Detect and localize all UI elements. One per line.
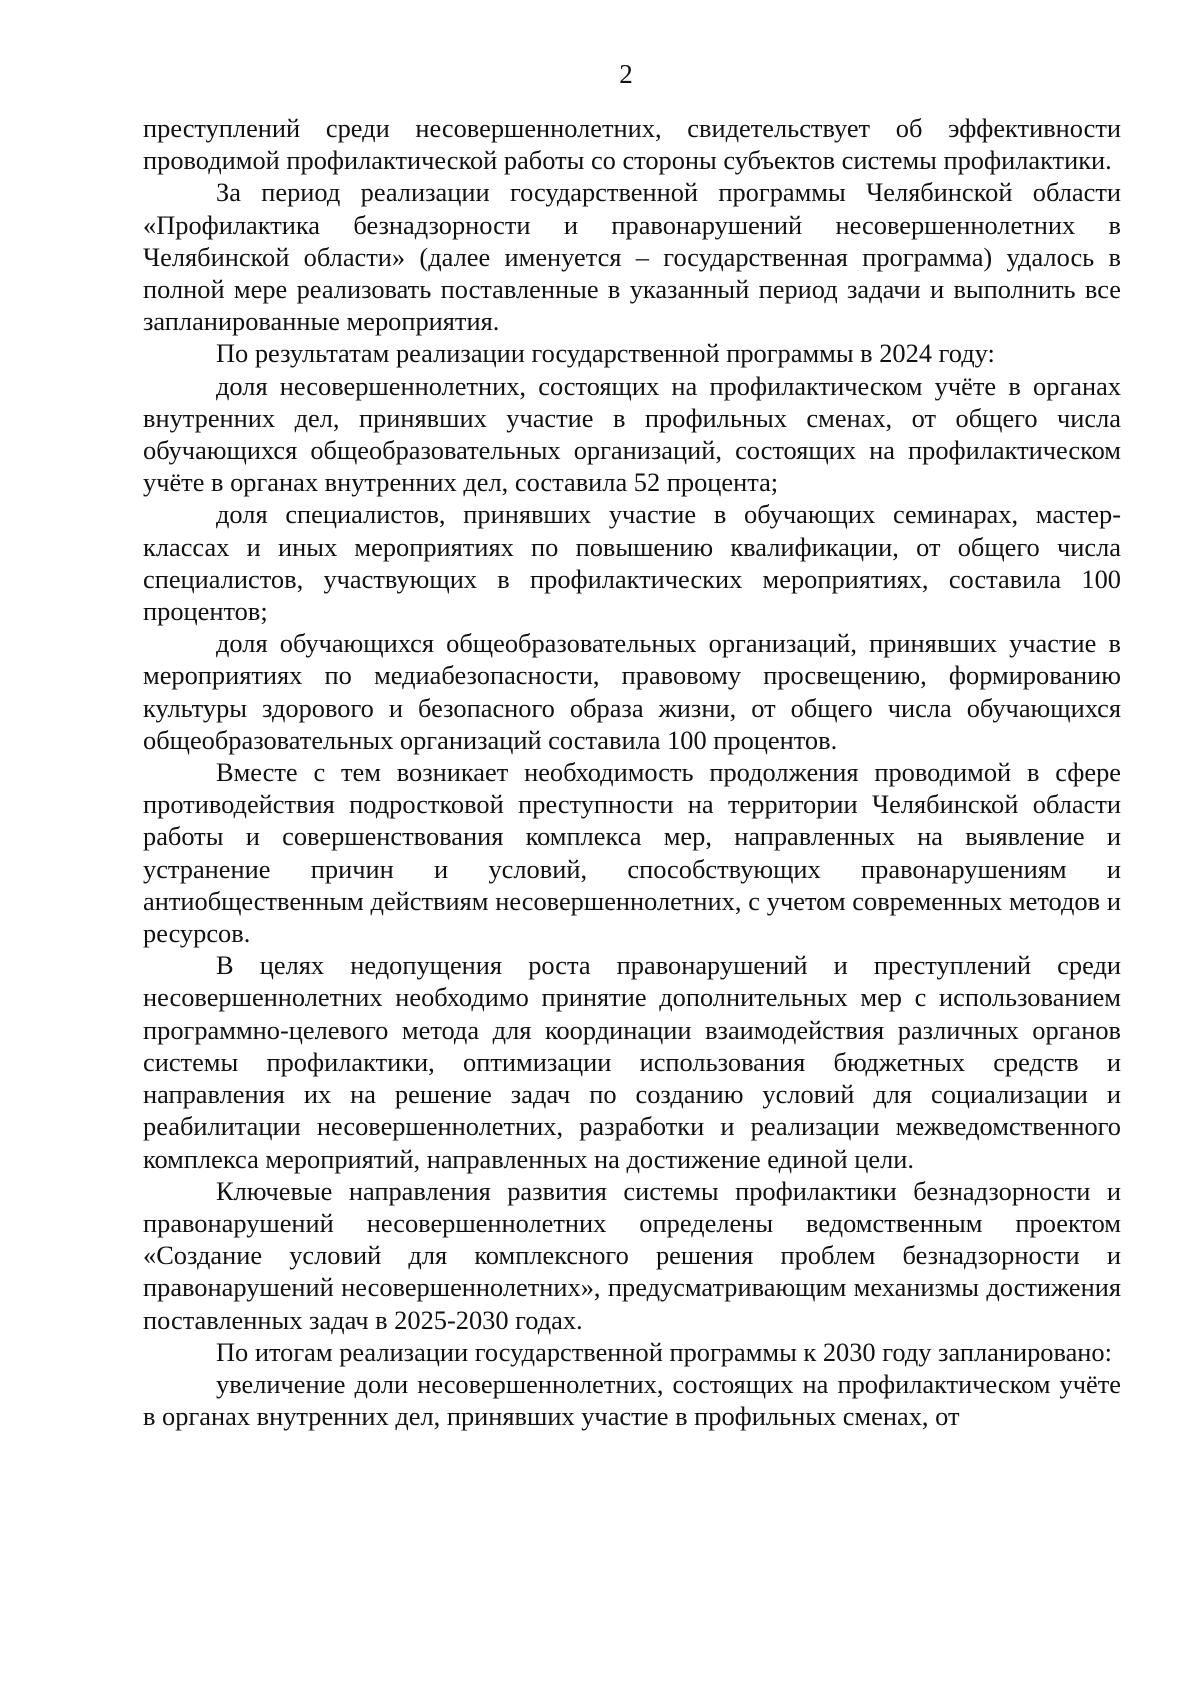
paragraph: увеличение доли несовершеннолетних, состоящих на профилактическом учёте в органах внутренних дел, принявших участие в профильных сменах, от xyxy=(143,1368,1121,1432)
paragraph: преступлений среди несовершеннолетних, свидетельствует об эффективности проводимой профилактической работы со стороны субъектов системы профилактики. xyxy=(143,113,1121,176)
paragraph: доля обучающихся общеобразовательных организаций, принявших участие в мероприятиях по медиабезопасности, правовому просвещению, формированию культуры здорового и безопасного образа жизни, от общего числа обучающихся общеобразовательных организаций составила 100 процентов. xyxy=(143,628,1121,755)
paragraph: Вместе с тем возникает необходимость продолжения проводимой в сфере противодействия подростковой преступности на территории Челябинской области работы и совершенствования комплекса мер, направленных на выявление и устранение причин и условий, способствующих правонарушениям и антиобщественным действиям несовершеннолетних, с учетом современных методов и ресурсов. xyxy=(143,757,1121,949)
paragraph: Ключевые направления развития системы профилактики безнадзорности и правонарушений несовершеннолетних определены ведомственным проектом «Создание условий для комплексного решения проблем безнадзорности и правонарушений несовершеннолетних», предусматривающим механизмы достижения поставленных задач в 2025-2030 годах. xyxy=(143,1175,1121,1335)
paragraph: По результатам реализации государственной программы в 2024 году: xyxy=(216,338,995,369)
paragraph: доля несовершеннолетних, состоящих на профилактическом учёте в органах внутренних дел, принявших участие в профильных сменах, от общего числа обучающихся общеобразовательных организаций, состоящих на профилактическом учёте в органах внутренних дел, составила 52 процента; xyxy=(143,370,1121,498)
paragraph: За период реализации государственной программы Челябинской области «Профилактика безнадзорности и правонарушений несовершеннолетних в Челябинской области» (далее именуется – государственная программа) удалось в полной мере реализовать поставленные в указанный период задачи и выполнить все запланированные мероприятия. xyxy=(143,177,1121,337)
page-number: 2 xyxy=(619,59,633,89)
paragraph: По итогам реализации государственной программы к 2030 году запланировано: xyxy=(216,1336,1112,1367)
paragraph: доля специалистов, принявших участие в обучающих семинарах, мастер-классах и иных мероприятиях по повышению квалификации, от общего числа специалистов, участвующих в профилактических мероприятиях, составила 100 процентов; xyxy=(143,499,1121,627)
paragraph: В целях недопущения роста правонарушений и преступлений среди несовершеннолетних необходимо принятие дополнительных мер с использованием программно-целевого метода для координации взаимодействия различных органов системы профилактики, оптимизации использования бюджетных средств и направления их на решение задач по созданию условий для социализации и реабилитации несовершеннолетних, разработки и реализации межведомственного комплекса мероприятий, направленных на достижение единой цели. xyxy=(143,950,1121,1174)
document-body xyxy=(143,112,1121,1432)
